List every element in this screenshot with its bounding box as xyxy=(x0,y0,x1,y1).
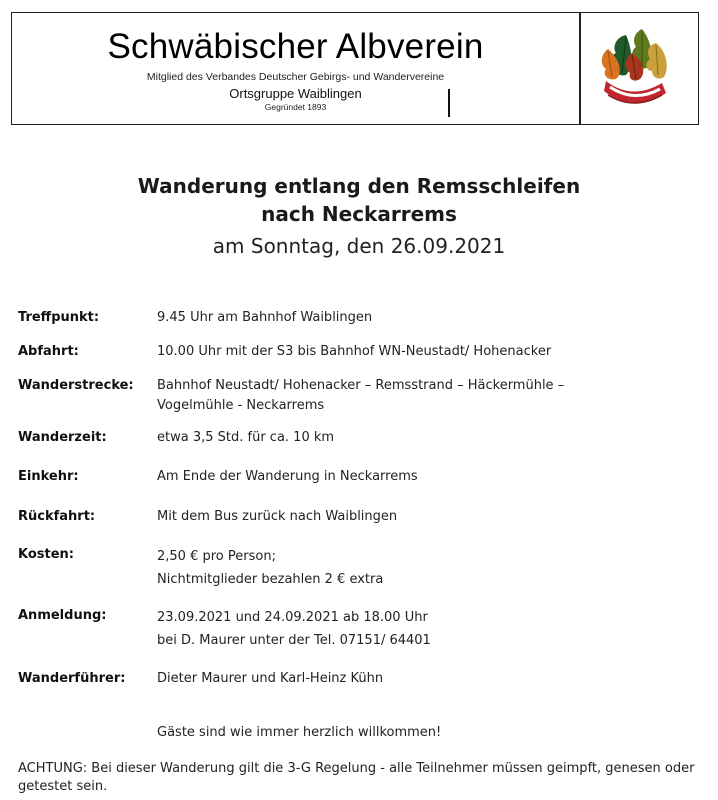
event-title-line-2: nach Neckarrems xyxy=(261,202,457,226)
org-name: Schwäbischer Albverein xyxy=(107,27,484,66)
founded-line: Gegründet 1893 xyxy=(264,102,327,112)
detail-value-line: bei D. Maurer unter der Tel. 07151/ 64401 xyxy=(157,633,431,648)
detail-value xyxy=(157,467,697,487)
detail-value-line: 10.00 Uhr mit der S3 bis Bahnhof WN-Neustadt/ Hohenacker xyxy=(157,344,552,359)
detail-value-line: 9.45 Uhr am Bahnhof Waiblingen xyxy=(157,310,373,325)
detail-value xyxy=(157,606,697,652)
detail-label: Anmeldung: xyxy=(18,608,107,623)
welcome-text: Gäste sind wie immer herzlich willkommen! xyxy=(157,725,442,740)
detail-label: Treffpunkt: xyxy=(18,310,100,325)
event-title-line-1: Wanderung entlang den Remsschleifen xyxy=(137,174,581,198)
detail-label: Wanderführer: xyxy=(18,671,126,686)
detail-value xyxy=(157,545,697,591)
detail-value xyxy=(157,507,697,527)
detail-value-line: Vogelmühle - Neckarrems xyxy=(157,398,325,413)
detail-value xyxy=(157,342,697,362)
detail-value-line: etwa 3,5 Std. für ca. 10 km xyxy=(157,430,335,445)
detail-label: Kosten: xyxy=(18,547,74,562)
detail-value xyxy=(157,428,697,448)
detail-label: Einkehr: xyxy=(18,469,79,484)
oak-leaves-logo-icon xyxy=(592,23,684,115)
detail-value-line: Bahnhof Neustadt/ Hohenacker – Remsstrand – Häckermühle – xyxy=(157,378,565,393)
detail-value-line: Mit dem Bus zurück nach Waiblingen xyxy=(157,509,398,524)
detail-value-line: Nichtmitglieder bezahlen 2 € extra xyxy=(157,572,384,587)
event-date: am Sonntag, den 26.09.2021 xyxy=(212,234,506,258)
group-name: Ortsgruppe Waiblingen xyxy=(229,86,362,101)
detail-label: Rückfahrt: xyxy=(18,509,96,524)
detail-value-line: Am Ende der Wanderung in Neckarrems xyxy=(157,469,418,484)
detail-value-line: 2,50 € pro Person; xyxy=(157,549,276,564)
detail-value xyxy=(157,376,697,416)
header-divider xyxy=(579,13,581,124)
member-line: Mitglied des Verbandes Deutscher Gebirgs- und Wandervereine xyxy=(146,71,445,83)
letterhead xyxy=(11,12,699,125)
detail-label: Abfahrt: xyxy=(18,344,79,359)
detail-value-line: Dieter Maurer und Karl-Heinz Kühn xyxy=(157,671,384,686)
detail-label: Wanderstrecke: xyxy=(18,378,134,393)
detail-value-line: 23.09.2021 und 24.09.2021 ab 18.00 Uhr xyxy=(157,610,428,625)
detail-value xyxy=(157,308,697,328)
event-title-block xyxy=(0,172,718,260)
detail-value xyxy=(157,669,697,689)
detail-label: Wanderzeit: xyxy=(18,430,107,445)
text-cursor-mark xyxy=(448,89,450,117)
covid-notice: ACHTUNG: Bei dieser Wanderung gilt die 3-G Regelung - alle Teilnehmer müssen geimpft, genesen oder getestet sein. xyxy=(18,761,695,794)
